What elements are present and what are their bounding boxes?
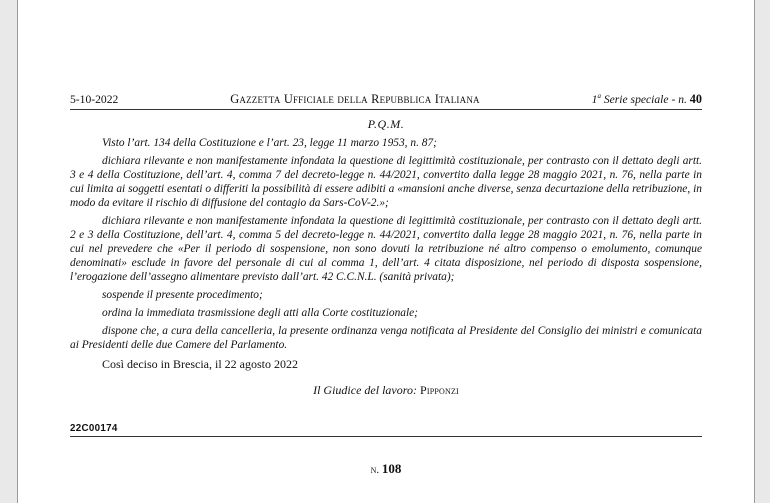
header-title: Gazzetta Ufficiale della Repubblica Italiana <box>230 92 480 106</box>
document-body <box>70 117 702 397</box>
paragraph-dispone: dispone che, a cura della cancelleria, la presente ordinanza venga notificata al Presidente del Consiglio dei ministri e comunicata ai Presidenti delle due Camere del Parlamento. <box>70 325 702 351</box>
page-number: 108 <box>381 461 402 476</box>
paragraph-visto: Visto l’art. 134 della Costituzione e l’art. 23, legge 11 marzo 1953, n. 87; <box>102 137 437 149</box>
paragraph-dichiara-2: dichiara rilevante e non manifestamente infondata la questione di legittimità costituzionale, per contrasto con il dettato degli artt. 2 e 3 della Costituzione, dell’art. 4, comma 5 del decreto-legge n. 44/2021, convertito dalla legge 28 maggio 2021, n. 76, nella parte in cui nel prevedere che «Per il periodo di sospensione, non sono dovuti la retribuzione né altro compenso o emolumento, comunque denominati» esclude in favore del personale di cui al comma 1, dell’art. 4 citata disposizione, nel periodo di disposta sospensione, l’erogazione dell’assegno alimentare previsto dall’art. 42 C.C.N.L. (sanità privata); <box>70 215 702 283</box>
page-footer <box>18 461 754 477</box>
header-serie: 1$^a$ Serie speciale - n. 40 <box>591 92 702 106</box>
paragraph-dichiara-1: dichiara rilevante e non manifestamente infondata la questione di legittimità costituzionale, per contrasto con il dettato degli artt. 3 e 4 della Costituzione, dell’art. 4, comma 7 del decreto-legge n. 44/2021, convertito dalla legge 28 maggio 2021, n. 76, nella parte in cui limita ai soggetti esentati o differiti la possibilità di essere adibiti a «mansioni anche diverse, senza decurtazione della retribuzione, in modo da evitare il rischio di diffusione del contagio da Sars-CoV-2.»; <box>70 155 702 209</box>
paragraph-sospende: sospende il presente procedimento; <box>102 289 263 301</box>
giudice-signature <box>70 383 702 397</box>
paragraph-ordina: ordina la immediata trasmissione degli atti alla Corte costituzionale; <box>102 307 418 319</box>
document-code: 22C00174 <box>70 423 118 434</box>
footer-divider <box>70 436 702 437</box>
page-number-prefix: n. <box>370 464 382 476</box>
giudice-label: Il Giudice del lavoro: <box>313 383 420 397</box>
header-serie-number: 40 <box>689 92 702 106</box>
gazette-page <box>17 0 755 503</box>
header-divider <box>70 109 702 110</box>
giudice-name: Pipponzi <box>419 383 459 397</box>
pqm-heading: P.Q.M. <box>367 117 405 131</box>
header-date: 5-10-2022 <box>70 93 119 106</box>
deciso-line: Così deciso in Brescia, il 22 agosto 2022 <box>102 357 298 371</box>
page-header <box>70 92 702 107</box>
